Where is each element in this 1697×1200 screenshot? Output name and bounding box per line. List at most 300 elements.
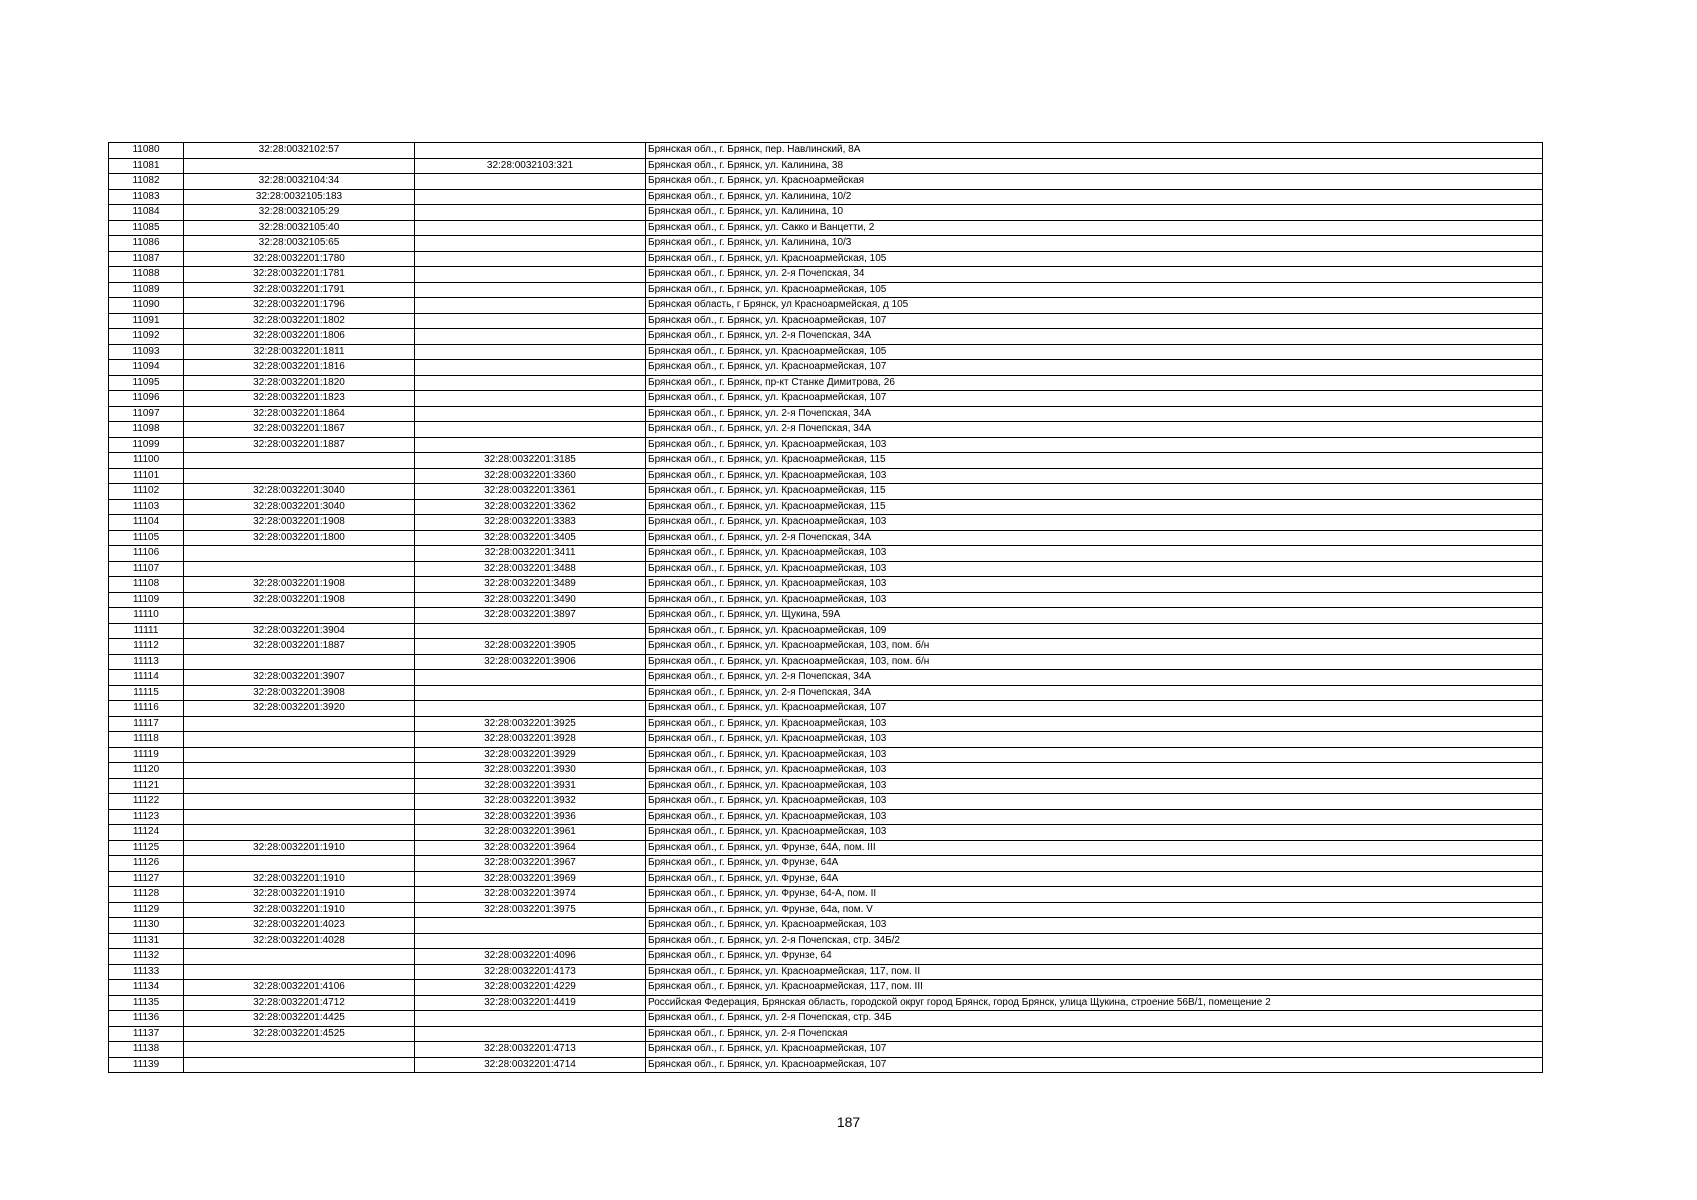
object-cadastral-number-cell: 32:28:0032201:3906	[415, 654, 646, 670]
address-cell: Брянская обл., г. Брянск, ул. Красноармейская, 107	[646, 1042, 1543, 1058]
cadastral-number-cell: 32:28:0032201:1781	[184, 267, 415, 283]
object-cadastral-number-cell: 32:28:0032201:3930	[415, 763, 646, 779]
cadastral-number-cell: 32:28:0032201:4425	[184, 1011, 415, 1027]
table-row	[109, 871, 1543, 887]
table-row	[109, 670, 1543, 686]
address-cell: Брянская обл., г. Брянск, пер. Навлинский, 8А	[646, 143, 1543, 159]
object-cadastral-number-cell	[415, 220, 646, 236]
cadastral-number-cell	[184, 964, 415, 980]
table-row	[109, 313, 1543, 329]
object-cadastral-number-cell	[415, 205, 646, 221]
address-cell: Брянская обл., г. Брянск, ул. Красноармейская, 103	[646, 825, 1543, 841]
object-cadastral-number-cell: 32:28:0032201:3929	[415, 747, 646, 763]
cadastral-number-cell: 32:28:0032201:1908	[184, 577, 415, 593]
address-cell: Брянская обл., г. Брянск, ул. Фрунзе, 64А	[646, 856, 1543, 872]
address-cell: Брянская обл., г. Брянск, ул. Красноармейская, 105	[646, 251, 1543, 267]
table-row	[109, 623, 1543, 639]
table-row	[109, 716, 1543, 732]
cadastral-number-cell: 32:28:0032201:1910	[184, 871, 415, 887]
row-number-cell: 11125	[109, 840, 184, 856]
address-cell: Брянская обл., г. Брянск, ул. Красноармейская, 107	[646, 701, 1543, 717]
row-number-cell: 11112	[109, 639, 184, 655]
table-row	[109, 1042, 1543, 1058]
address-cell: Брянская обл., г. Брянск, ул. Красноармейская, 103	[646, 561, 1543, 577]
row-number-cell: 11096	[109, 391, 184, 407]
object-cadastral-number-cell: 32:28:0032201:3905	[415, 639, 646, 655]
cadastral-number-cell: 32:28:0032201:1796	[184, 298, 415, 314]
row-number-cell: 11088	[109, 267, 184, 283]
object-cadastral-number-cell	[415, 267, 646, 283]
object-cadastral-number-cell	[415, 623, 646, 639]
address-cell: Брянская обл., г. Брянск, ул. Фрунзе, 64а, пом. V	[646, 902, 1543, 918]
cadastral-number-cell: 32:28:0032201:4525	[184, 1026, 415, 1042]
address-cell: Брянская обл., г. Брянск, ул. Красноармейская, 109	[646, 623, 1543, 639]
table-row	[109, 933, 1543, 949]
cadastral-number-cell	[184, 1057, 415, 1073]
table-row	[109, 763, 1543, 779]
table-row	[109, 887, 1543, 903]
address-cell: Брянская обл., г. Брянск, ул. Калинина, 10/2	[646, 189, 1543, 205]
address-cell: Брянская обл., г. Брянск, ул. Красноармейская, 105	[646, 282, 1543, 298]
object-cadastral-number-cell: 32:28:0032201:3925	[415, 716, 646, 732]
cadastral-number-cell: 32:28:0032201:1908	[184, 515, 415, 531]
table-row	[109, 654, 1543, 670]
object-cadastral-number-cell	[415, 174, 646, 190]
table-row	[109, 499, 1543, 515]
table-row	[109, 608, 1543, 624]
object-cadastral-number-cell: 32:28:0032201:4096	[415, 949, 646, 965]
row-number-cell: 11109	[109, 592, 184, 608]
table-row	[109, 375, 1543, 391]
table-row	[109, 391, 1543, 407]
object-cadastral-number-cell: 32:28:0032201:3969	[415, 871, 646, 887]
object-cadastral-number-cell	[415, 329, 646, 345]
address-cell: Брянская обл., г. Брянск, ул. Красноармейская, 115	[646, 499, 1543, 515]
cadastral-number-cell: 32:28:0032201:1887	[184, 639, 415, 655]
row-number-cell: 11133	[109, 964, 184, 980]
cadastral-number-cell	[184, 608, 415, 624]
cadastral-number-cell: 32:28:0032201:4106	[184, 980, 415, 996]
address-cell: Брянская обл., г. Брянск, ул. Красноармейская, 103	[646, 794, 1543, 810]
object-cadastral-number-cell: 32:28:0032201:3928	[415, 732, 646, 748]
row-number-cell: 11139	[109, 1057, 184, 1073]
cadastral-number-cell	[184, 856, 415, 872]
address-cell: Брянская обл., г. Брянск, ул. Красноармейская, 115	[646, 453, 1543, 469]
cadastral-number-cell	[184, 825, 415, 841]
address-cell: Брянская обл., г. Брянск, ул. Красноармейская, 103	[646, 918, 1543, 934]
cadastral-number-cell: 32:28:0032201:1910	[184, 887, 415, 903]
table-row	[109, 158, 1543, 174]
object-cadastral-number-cell: 32:28:0032201:3490	[415, 592, 646, 608]
object-cadastral-number-cell: 32:28:0032201:3975	[415, 902, 646, 918]
row-number-cell: 11129	[109, 902, 184, 918]
cadastral-number-cell: 32:28:0032201:1887	[184, 437, 415, 453]
cadastral-number-cell	[184, 546, 415, 562]
cadastral-number-cell: 32:28:0032201:1802	[184, 313, 415, 329]
row-number-cell: 11103	[109, 499, 184, 515]
table-row	[109, 1026, 1543, 1042]
cadastral-number-cell	[184, 794, 415, 810]
cadastral-number-cell: 32:28:0032201:1864	[184, 406, 415, 422]
cadastral-number-cell: 32:28:0032105:65	[184, 236, 415, 252]
table-row	[109, 437, 1543, 453]
table-row	[109, 577, 1543, 593]
table-row	[109, 251, 1543, 267]
table-row	[109, 468, 1543, 484]
row-number-cell: 11081	[109, 158, 184, 174]
cadastral-number-cell: 32:28:0032201:3904	[184, 623, 415, 639]
address-cell: Брянская обл., г. Брянск, ул. Калинина, 10/3	[646, 236, 1543, 252]
row-number-cell: 11080	[109, 143, 184, 159]
address-cell: Брянская обл., г. Брянск, ул. Красноармейская, 103	[646, 747, 1543, 763]
address-cell: Российская Федерация, Брянская область, городской округ город Брянск, город Брянск, улица Щукина, строение 56В/1, помещение 2	[646, 995, 1543, 1011]
cadastral-number-cell: 32:28:0032201:4028	[184, 933, 415, 949]
row-number-cell: 11116	[109, 701, 184, 717]
address-cell: Брянская обл., г. Брянск, ул. 2-я Почепская, 34А	[646, 406, 1543, 422]
address-cell: Брянская обл., г. Брянск, ул. 2-я Почепская, 34А	[646, 329, 1543, 345]
row-number-cell: 11115	[109, 685, 184, 701]
cadastral-number-cell: 32:28:0032201:1908	[184, 592, 415, 608]
address-cell: Брянская обл., г. Брянск, ул. Красноармейская, 103	[646, 809, 1543, 825]
address-cell: Брянская обл., г. Брянск, пр-кт Станке Димитрова, 26	[646, 375, 1543, 391]
object-cadastral-number-cell	[415, 236, 646, 252]
object-cadastral-number-cell	[415, 391, 646, 407]
row-number-cell: 11107	[109, 561, 184, 577]
address-cell: Брянская область, г Брянск, ул Красноармейская, д 105	[646, 298, 1543, 314]
row-number-cell: 11089	[109, 282, 184, 298]
object-cadastral-number-cell: 32:28:0032201:4713	[415, 1042, 646, 1058]
cadastral-number-cell	[184, 654, 415, 670]
row-number-cell: 11105	[109, 530, 184, 546]
cadastral-number-cell	[184, 453, 415, 469]
page-number: 187	[836, 1114, 861, 1130]
address-cell: Брянская обл., г. Брянск, ул. Красноармейская, 105	[646, 344, 1543, 360]
address-cell: Брянская обл., г. Брянск, ул. Фрунзе, 64	[646, 949, 1543, 965]
address-cell: Брянская обл., г. Брянск, ул. 2-я Почепская, 34А	[646, 670, 1543, 686]
table-row	[109, 747, 1543, 763]
table-row	[109, 143, 1543, 159]
row-number-cell: 11099	[109, 437, 184, 453]
row-number-cell: 11087	[109, 251, 184, 267]
cadastral-number-cell: 32:28:0032201:1820	[184, 375, 415, 391]
cadastral-number-cell: 32:28:0032105:40	[184, 220, 415, 236]
table-row	[109, 856, 1543, 872]
row-number-cell: 11091	[109, 313, 184, 329]
row-number-cell: 11098	[109, 422, 184, 438]
table-row	[109, 639, 1543, 655]
address-cell: Брянская обл., г. Брянск, ул. Красноармейская, 103	[646, 468, 1543, 484]
cadastral-number-cell: 32:28:0032201:1811	[184, 344, 415, 360]
object-cadastral-number-cell	[415, 282, 646, 298]
cadastral-number-cell	[184, 809, 415, 825]
object-cadastral-number-cell	[415, 344, 646, 360]
cadastral-number-cell	[184, 716, 415, 732]
cadastral-number-cell: 32:28:0032105:183	[184, 189, 415, 205]
address-cell: Брянская обл., г. Брянск, ул. Калинина, 10	[646, 205, 1543, 221]
address-cell: Брянская обл., г. Брянск, ул. Красноармейская	[646, 174, 1543, 190]
table-row	[109, 546, 1543, 562]
address-cell: Брянская обл., г. Брянск, ул. Фрунзе, 64-А, пом. II	[646, 887, 1543, 903]
address-cell: Брянская обл., г. Брянск, ул. Красноармейская, 103	[646, 716, 1543, 732]
table-row	[109, 902, 1543, 918]
object-cadastral-number-cell	[415, 437, 646, 453]
cadastral-number-cell: 32:28:0032201:3907	[184, 670, 415, 686]
table-row	[109, 174, 1543, 190]
object-cadastral-number-cell: 32:28:0032201:3974	[415, 887, 646, 903]
row-number-cell: 11126	[109, 856, 184, 872]
cadastral-number-cell: 32:28:0032201:3920	[184, 701, 415, 717]
object-cadastral-number-cell	[415, 406, 646, 422]
object-cadastral-number-cell: 32:28:0032201:3897	[415, 608, 646, 624]
table-row	[109, 406, 1543, 422]
object-cadastral-number-cell: 32:28:0032201:3489	[415, 577, 646, 593]
address-cell: Брянская обл., г. Брянск, ул. Красноармейская, 103	[646, 546, 1543, 562]
cadastral-number-cell: 32:28:0032201:1910	[184, 902, 415, 918]
row-number-cell: 11113	[109, 654, 184, 670]
object-cadastral-number-cell	[415, 422, 646, 438]
table-row	[109, 1057, 1543, 1073]
row-number-cell: 11111	[109, 623, 184, 639]
object-cadastral-number-cell	[415, 298, 646, 314]
table-row	[109, 282, 1543, 298]
registry-table	[108, 142, 1543, 1073]
object-cadastral-number-cell	[415, 685, 646, 701]
object-cadastral-number-cell	[415, 360, 646, 376]
table-row	[109, 189, 1543, 205]
row-number-cell: 11117	[109, 716, 184, 732]
cadastral-number-cell: 32:28:0032201:1780	[184, 251, 415, 267]
table-row	[109, 794, 1543, 810]
address-cell: Брянская обл., г. Брянск, ул. 2-я Почепская, стр. 34Б	[646, 1011, 1543, 1027]
row-number-cell: 11120	[109, 763, 184, 779]
address-cell: Брянская обл., г. Брянск, ул. Красноармейская, 103	[646, 592, 1543, 608]
address-cell: Брянская обл., г. Брянск, ул. Красноармейская, 107	[646, 313, 1543, 329]
row-number-cell: 11100	[109, 453, 184, 469]
row-number-cell: 11106	[109, 546, 184, 562]
cadastral-number-cell	[184, 468, 415, 484]
table-row	[109, 685, 1543, 701]
cadastral-number-cell: 32:28:0032201:3040	[184, 499, 415, 515]
object-cadastral-number-cell: 32:28:0032201:3362	[415, 499, 646, 515]
table-row	[109, 422, 1543, 438]
object-cadastral-number-cell: 32:28:0032201:4173	[415, 964, 646, 980]
cadastral-number-cell: 32:28:0032105:29	[184, 205, 415, 221]
object-cadastral-number-cell: 32:28:0032201:3936	[415, 809, 646, 825]
cadastral-number-cell: 32:28:0032201:1867	[184, 422, 415, 438]
row-number-cell: 11123	[109, 809, 184, 825]
row-number-cell: 11121	[109, 778, 184, 794]
object-cadastral-number-cell: 32:28:0032201:4714	[415, 1057, 646, 1073]
address-cell: Брянская обл., г. Брянск, ул. Красноармейская, 103, пом. б/н	[646, 654, 1543, 670]
object-cadastral-number-cell: 32:28:0032201:4419	[415, 995, 646, 1011]
row-number-cell: 11136	[109, 1011, 184, 1027]
cadastral-number-cell: 32:28:0032102:57	[184, 143, 415, 159]
registry-table-body	[109, 143, 1543, 1073]
table-row	[109, 809, 1543, 825]
object-cadastral-number-cell	[415, 251, 646, 267]
row-number-cell: 11094	[109, 360, 184, 376]
row-number-cell: 11124	[109, 825, 184, 841]
object-cadastral-number-cell	[415, 143, 646, 159]
object-cadastral-number-cell	[415, 1026, 646, 1042]
table-row	[109, 205, 1543, 221]
address-cell: Брянская обл., г. Брянск, ул. Красноармейская, 117, пом. III	[646, 980, 1543, 996]
table-row	[109, 515, 1543, 531]
row-number-cell: 11128	[109, 887, 184, 903]
row-number-cell: 11122	[109, 794, 184, 810]
table-row	[109, 980, 1543, 996]
table-row	[109, 236, 1543, 252]
object-cadastral-number-cell: 32:28:0032201:3967	[415, 856, 646, 872]
row-number-cell: 11127	[109, 871, 184, 887]
object-cadastral-number-cell: 32:28:0032201:3360	[415, 468, 646, 484]
row-number-cell: 11137	[109, 1026, 184, 1042]
cadastral-number-cell	[184, 949, 415, 965]
table-row	[109, 918, 1543, 934]
row-number-cell: 11101	[109, 468, 184, 484]
row-number-cell: 11095	[109, 375, 184, 391]
row-number-cell: 11090	[109, 298, 184, 314]
address-cell: Брянская обл., г. Брянск, ул. Красноармейская, 103	[646, 437, 1543, 453]
row-number-cell: 11086	[109, 236, 184, 252]
object-cadastral-number-cell: 32:28:0032201:3961	[415, 825, 646, 841]
table-row	[109, 484, 1543, 500]
table-row	[109, 329, 1543, 345]
table-row	[109, 344, 1543, 360]
address-cell: Брянская обл., г. Брянск, ул. Щукина, 59А	[646, 608, 1543, 624]
cadastral-number-cell	[184, 561, 415, 577]
table-row	[109, 840, 1543, 856]
row-number-cell: 11097	[109, 406, 184, 422]
row-number-cell: 11104	[109, 515, 184, 531]
address-cell: Брянская обл., г. Брянск, ул. Фрунзе, 64А	[646, 871, 1543, 887]
table-row	[109, 220, 1543, 236]
cadastral-number-cell: 32:28:0032201:4023	[184, 918, 415, 934]
cadastral-number-cell: 32:28:0032201:1823	[184, 391, 415, 407]
cadastral-number-cell: 32:28:0032201:4712	[184, 995, 415, 1011]
cadastral-number-cell: 32:28:0032201:1816	[184, 360, 415, 376]
row-number-cell: 11130	[109, 918, 184, 934]
row-number-cell: 11132	[109, 949, 184, 965]
row-number-cell: 11102	[109, 484, 184, 500]
row-number-cell: 11118	[109, 732, 184, 748]
table-row	[109, 453, 1543, 469]
address-cell: Брянская обл., г. Брянск, ул. Красноармейская, 103	[646, 732, 1543, 748]
table-row	[109, 360, 1543, 376]
object-cadastral-number-cell: 32:28:0032201:3405	[415, 530, 646, 546]
table-row	[109, 530, 1543, 546]
address-cell: Брянская обл., г. Брянск, ул. 2-я Почепская, 34А	[646, 422, 1543, 438]
object-cadastral-number-cell	[415, 933, 646, 949]
address-cell: Брянская обл., г. Брянск, ул. Красноармейская, 103, пом. б/н	[646, 639, 1543, 655]
row-number-cell: 11084	[109, 205, 184, 221]
table-row	[109, 592, 1543, 608]
cadastral-number-cell	[184, 778, 415, 794]
cadastral-number-cell	[184, 763, 415, 779]
object-cadastral-number-cell	[415, 670, 646, 686]
row-number-cell: 11083	[109, 189, 184, 205]
cadastral-number-cell: 32:28:0032201:3908	[184, 685, 415, 701]
object-cadastral-number-cell: 32:28:0032201:3411	[415, 546, 646, 562]
address-cell: Брянская обл., г. Брянск, ул. 2-я Почепская, 34А	[646, 530, 1543, 546]
cadastral-number-cell: 32:28:0032201:1806	[184, 329, 415, 345]
table-row	[109, 732, 1543, 748]
object-cadastral-number-cell: 32:28:0032201:4229	[415, 980, 646, 996]
object-cadastral-number-cell	[415, 701, 646, 717]
address-cell: Брянская обл., г. Брянск, ул. Красноармейская, 103	[646, 778, 1543, 794]
object-cadastral-number-cell	[415, 918, 646, 934]
cadastral-number-cell	[184, 158, 415, 174]
object-cadastral-number-cell: 32:28:0032201:3931	[415, 778, 646, 794]
address-cell: Брянская обл., г. Брянск, ул. 2-я Почепская, 34А	[646, 685, 1543, 701]
address-cell: Брянская обл., г. Брянск, ул. Красноармейская, 117, пом. II	[646, 964, 1543, 980]
table-row	[109, 1011, 1543, 1027]
address-cell: Брянская обл., г. Брянск, ул. 2-я Почепская	[646, 1026, 1543, 1042]
table-row	[109, 949, 1543, 965]
table-row	[109, 701, 1543, 717]
row-number-cell: 11082	[109, 174, 184, 190]
address-cell: Брянская обл., г. Брянск, ул. 2-я Почепская, 34	[646, 267, 1543, 283]
row-number-cell: 11108	[109, 577, 184, 593]
object-cadastral-number-cell	[415, 189, 646, 205]
address-cell: Брянская обл., г. Брянск, ул. Красноармейская, 103	[646, 577, 1543, 593]
row-number-cell: 11110	[109, 608, 184, 624]
table-row	[109, 561, 1543, 577]
cadastral-number-cell: 32:28:0032201:3040	[184, 484, 415, 500]
object-cadastral-number-cell: 32:28:0032103:321	[415, 158, 646, 174]
row-number-cell: 11131	[109, 933, 184, 949]
cadastral-number-cell	[184, 747, 415, 763]
table-row	[109, 267, 1543, 283]
address-cell: Брянская обл., г. Брянск, ул. Красноармейская, 107	[646, 1057, 1543, 1073]
object-cadastral-number-cell: 32:28:0032201:3488	[415, 561, 646, 577]
row-number-cell: 11092	[109, 329, 184, 345]
row-number-cell: 11093	[109, 344, 184, 360]
object-cadastral-number-cell	[415, 313, 646, 329]
object-cadastral-number-cell	[415, 1011, 646, 1027]
cadastral-number-cell	[184, 732, 415, 748]
address-cell: Брянская обл., г. Брянск, ул. Сакко и Ванцетти, 2	[646, 220, 1543, 236]
address-cell: Брянская обл., г. Брянск, ул. Красноармейская, 107	[646, 360, 1543, 376]
address-cell: Брянская обл., г. Брянск, ул. Красноармейская, 103	[646, 515, 1543, 531]
object-cadastral-number-cell: 32:28:0032201:3964	[415, 840, 646, 856]
row-number-cell: 11138	[109, 1042, 184, 1058]
address-cell: Брянская обл., г. Брянск, ул. Красноармейская, 103	[646, 763, 1543, 779]
row-number-cell: 11119	[109, 747, 184, 763]
table-row	[109, 778, 1543, 794]
row-number-cell: 11134	[109, 980, 184, 996]
table-row	[109, 964, 1543, 980]
address-cell: Брянская обл., г. Брянск, ул. Красноармейская, 107	[646, 391, 1543, 407]
table-row	[109, 298, 1543, 314]
address-cell: Брянская обл., г. Брянск, ул. Красноармейская, 115	[646, 484, 1543, 500]
object-cadastral-number-cell	[415, 375, 646, 391]
object-cadastral-number-cell: 32:28:0032201:3361	[415, 484, 646, 500]
row-number-cell: 11085	[109, 220, 184, 236]
object-cadastral-number-cell: 32:28:0032201:3185	[415, 453, 646, 469]
cadastral-number-cell: 32:28:0032201:1910	[184, 840, 415, 856]
object-cadastral-number-cell: 32:28:0032201:3932	[415, 794, 646, 810]
row-number-cell: 11114	[109, 670, 184, 686]
cadastral-number-cell	[184, 1042, 415, 1058]
address-cell: Брянская обл., г. Брянск, ул. Фрунзе, 64А, пом. III	[646, 840, 1543, 856]
table-row	[109, 995, 1543, 1011]
cadastral-number-cell: 32:28:0032201:1791	[184, 282, 415, 298]
cadastral-number-cell: 32:28:0032104:34	[184, 174, 415, 190]
address-cell: Брянская обл., г. Брянск, ул. 2-я Почепская, стр. 34Б/2	[646, 933, 1543, 949]
row-number-cell: 11135	[109, 995, 184, 1011]
cadastral-number-cell: 32:28:0032201:1800	[184, 530, 415, 546]
